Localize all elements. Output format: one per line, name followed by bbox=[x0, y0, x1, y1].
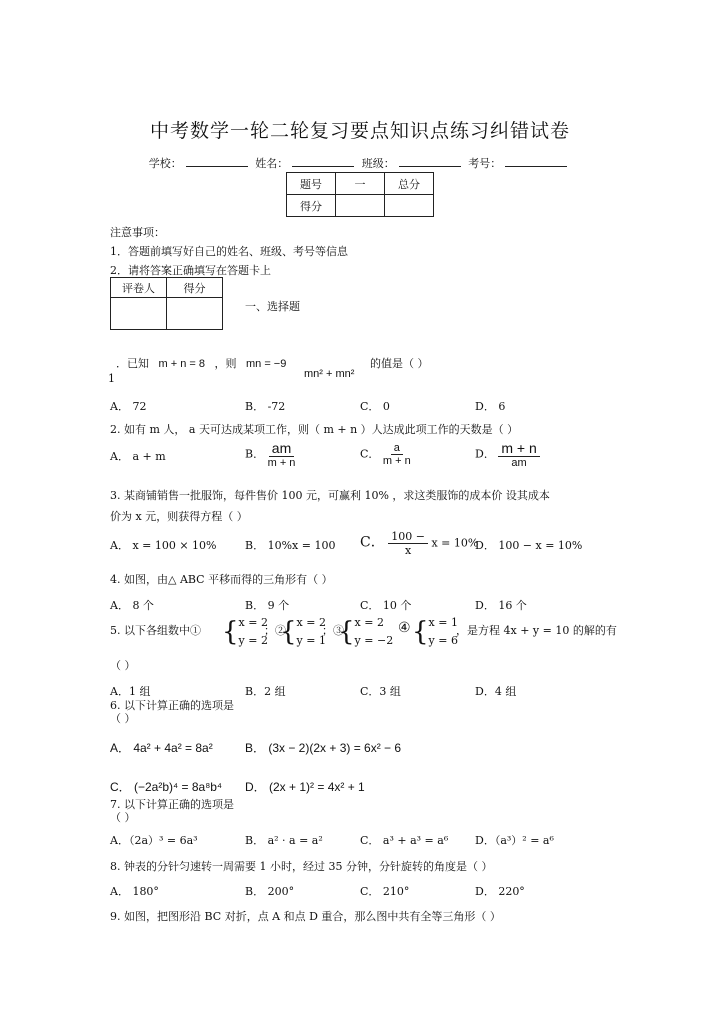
grader-header: 评卷人 bbox=[111, 278, 167, 298]
q1-expression: mn² + mn² bbox=[304, 368, 355, 380]
q1-option-d[interactable]: D． 6 bbox=[475, 400, 506, 413]
q1-option-b[interactable]: B． -72 bbox=[245, 400, 286, 413]
q7-paren: （ ） bbox=[110, 811, 136, 824]
score-cell-section-1[interactable] bbox=[336, 195, 385, 217]
q5-system-2: { x = 2 y = 1 bbox=[280, 616, 326, 647]
q5-system-4: { x = 1 y = 6 bbox=[412, 616, 458, 647]
q5-sep-2: ；② bbox=[264, 624, 286, 637]
exam-no-blank[interactable] bbox=[505, 156, 567, 167]
score-cell-total[interactable] bbox=[385, 195, 434, 217]
q6-option-a[interactable]: A． 4a² + 4a² = 8a² bbox=[110, 741, 213, 755]
q5-system-1: { x = 2 y = 2 bbox=[222, 616, 268, 647]
q1-option-a[interactable]: A． 72 bbox=[110, 400, 147, 413]
q2-option-d[interactable]: D． $\frac{m + n}{am}$ bbox=[475, 440, 540, 469]
q5-option-b[interactable]: B．2 组 bbox=[245, 685, 286, 698]
grader-score-header: 得分 bbox=[167, 278, 223, 298]
q6-option-d[interactable]: D． (2x + 1)² = 4x² + 1 bbox=[245, 780, 365, 794]
q3-option-b[interactable]: B． 10%x = 100 bbox=[245, 539, 336, 552]
q4-option-d[interactable]: D． 16 个 bbox=[475, 599, 527, 612]
q2-option-b[interactable]: B． $\frac{am}{m + n}$ bbox=[245, 440, 296, 469]
q5-system-3: { x = 2 y = −2 bbox=[338, 616, 394, 647]
q4-option-b[interactable]: B． 9 个 bbox=[245, 599, 290, 612]
score-row-label: 得分 bbox=[287, 195, 336, 217]
q1-question: 的值是（ ） bbox=[370, 357, 429, 370]
grader-score-cell[interactable] bbox=[167, 298, 223, 330]
q1-given-product: mn = −9 bbox=[245, 358, 287, 370]
q1-number: 1 bbox=[108, 372, 115, 385]
q6-stem: 6. 以下计算正确的选项是 bbox=[110, 699, 234, 712]
q1-given-sum: m + n = 8 bbox=[158, 358, 205, 370]
q4-stem: 4. 如图，由△ ABC 平移而得的三角形有（ ） bbox=[110, 573, 333, 586]
q3-option-c[interactable]: C． $\frac{100 -}{x}$ x = 10% bbox=[360, 530, 479, 557]
score-header-question: 题号 bbox=[287, 173, 336, 195]
q8-option-a[interactable]: A． 180° bbox=[110, 885, 159, 898]
q3-stem-line2: 价为 x 元，则获得方程（ ） bbox=[110, 510, 248, 523]
name-blank[interactable] bbox=[292, 156, 354, 167]
q8-option-b[interactable]: B． 200° bbox=[245, 885, 295, 898]
score-table bbox=[286, 172, 434, 217]
school-blank[interactable] bbox=[186, 156, 248, 167]
q9-stem: 9. 如图，把图形沿 BC 对折，点 A 和点 D 重合，那么图中共有全等三角形（ ） bbox=[110, 910, 501, 923]
q8-option-c[interactable]: C． 210° bbox=[360, 885, 410, 898]
class-blank[interactable] bbox=[399, 156, 461, 167]
q5-sep-3: ；③ bbox=[322, 624, 344, 637]
section-heading: 一、选择题 bbox=[245, 300, 300, 313]
name-label: 姓名： bbox=[255, 157, 289, 170]
q5-option-a[interactable]: A．1 组 bbox=[110, 685, 151, 698]
q6-option-b[interactable]: B． (3x − 2)(2x + 3) = 6x² − 6 bbox=[245, 741, 402, 755]
notice-item-2: 2．请将答案正确填写在答题卡上 bbox=[110, 264, 271, 277]
exam-no-label: 考号： bbox=[468, 157, 502, 170]
q6-option-c[interactable]: C． (−2a²b)⁴ = 8a⁸b⁴ bbox=[110, 780, 223, 794]
grader-cell[interactable] bbox=[111, 298, 167, 330]
q4-option-c[interactable]: C． 10 个 bbox=[360, 599, 412, 612]
q5-option-d[interactable]: D．4 组 bbox=[475, 685, 517, 698]
notice-heading: 注意事项： bbox=[110, 226, 165, 239]
q7-option-a[interactable]: A．（2a）³ = 6a³ bbox=[110, 834, 198, 847]
class-label: 班级： bbox=[361, 157, 395, 170]
notice-item-1: 1．答题前填写好自己的姓名、班级、考号等信息 bbox=[110, 245, 348, 258]
q7-option-c[interactable]: C． a³ + a³ = a⁶ bbox=[360, 834, 449, 847]
q1-stem: ．已知 m + n = 8 ，则 mn = −9 bbox=[116, 357, 287, 370]
q8-option-d[interactable]: D． 220° bbox=[475, 885, 525, 898]
q2-option-c[interactable]: C． $\frac{a}{m + n}$ bbox=[360, 442, 411, 467]
q3-option-a[interactable]: A． x = 100 × 10% bbox=[110, 539, 217, 552]
score-header-section-1: 一 bbox=[336, 173, 385, 195]
q5-paren: （ ） bbox=[110, 659, 136, 672]
q2-option-a[interactable]: A． a + m bbox=[110, 450, 166, 463]
q6-paren: （ ） bbox=[110, 712, 136, 725]
q5-sep-4: ④ bbox=[398, 620, 411, 636]
q5-stem: 5. 以下各组数中① bbox=[110, 624, 201, 637]
score-header-total: 总分 bbox=[385, 173, 434, 195]
q5-equation: ，是方程 4x + y = 10 的解的有 bbox=[456, 624, 617, 637]
q3-option-d[interactable]: D． 100 − x = 10% bbox=[475, 539, 583, 552]
q4-option-a[interactable]: A． 8 个 bbox=[110, 599, 154, 612]
q5-option-c[interactable]: C．3 组 bbox=[360, 685, 401, 698]
q1-option-c[interactable]: C． 0 bbox=[360, 400, 390, 413]
school-label: 学校： bbox=[148, 157, 182, 170]
q8-stem: 8. 钟表的分针匀速转一周需要 1 小时，经过 35 分钟，分针旋转的角度是（ ） bbox=[110, 860, 493, 873]
q3-stem-line1: 3. 某商铺销售一批服饰，每件售价 100 元，可赢利 10% ，求这类服饰的成本价 设其成本 bbox=[110, 489, 550, 502]
q7-stem: 7. 以下计算正确的选项是 bbox=[110, 798, 234, 811]
grader-table bbox=[110, 277, 223, 330]
q2-stem: 2. 如有 m 人， a 天可达成某项工作，则（ m + n ）人达成此项工作的天数是（ ） bbox=[110, 423, 519, 436]
q7-option-b[interactable]: B． a² · a = a² bbox=[245, 834, 323, 847]
q7-option-d[interactable]: D．（a³）² = a⁶ bbox=[475, 834, 554, 847]
page-title: 中考数学一轮二轮复习要点知识点练习纠错试卷 bbox=[149, 120, 570, 142]
student-info-line bbox=[0, 155, 720, 171]
